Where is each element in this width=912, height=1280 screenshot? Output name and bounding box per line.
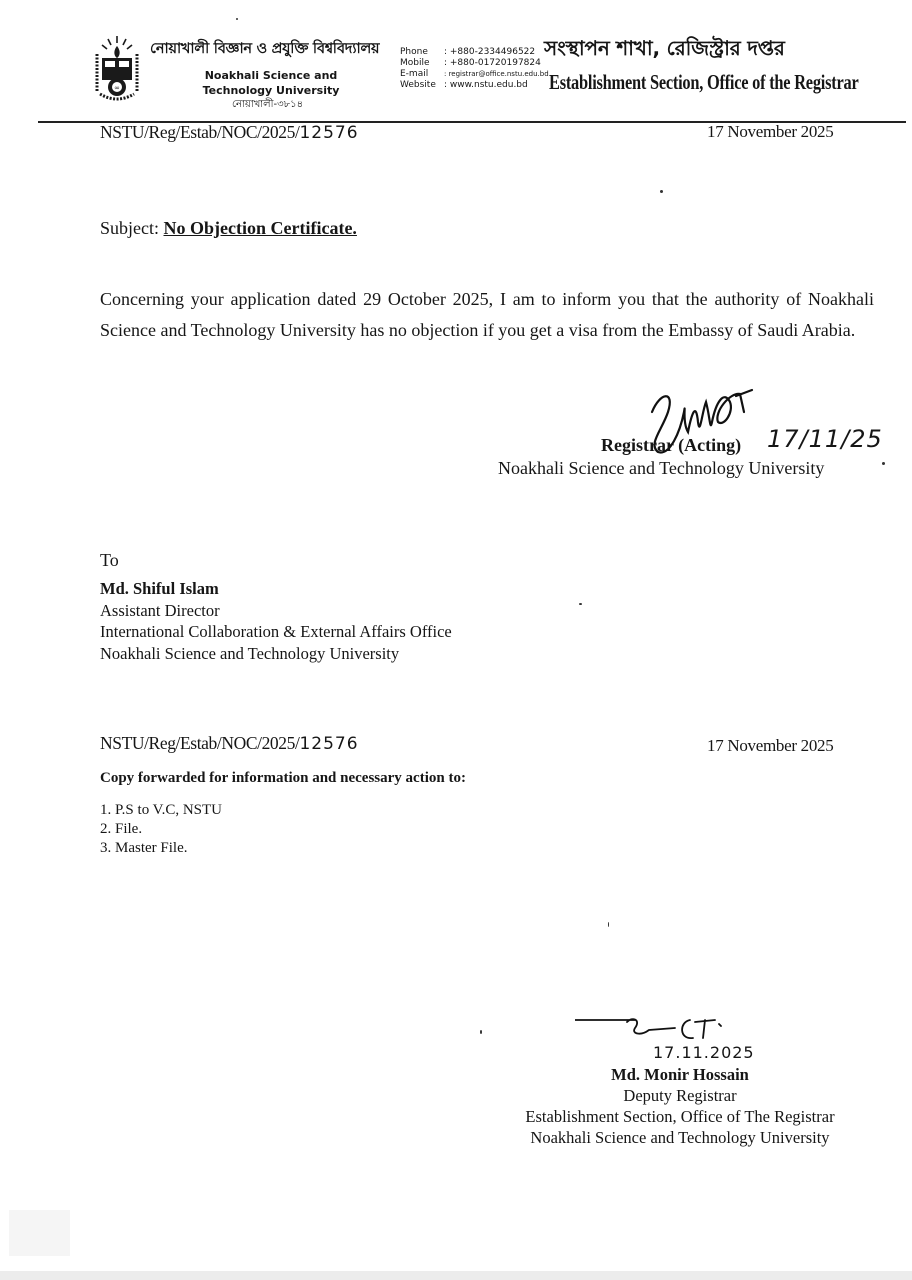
to-label: To (100, 550, 119, 570)
contact-phone: Phone : +880-2334496522 (400, 47, 536, 57)
handwritten-copy-reference-number: 12576 (299, 734, 359, 754)
subject-title: No Objection Certificate. (163, 218, 357, 238)
handwritten-reference-number: 12576 (299, 123, 359, 143)
recipient-office: International Collaboration & External Affairs Office (100, 622, 452, 641)
letter-date: 17 November 2025 (707, 122, 834, 141)
page-bottom-edge (0, 1271, 912, 1280)
university-location: নোয়াখালী-৩৮১৪ (232, 99, 304, 110)
contact-mobile: Mobile : +880-01720197824 (400, 58, 541, 68)
university-name-bangla: নোয়াখালী বিজ্ঞান ও প্রযুক্তি বিশ্ববিদ্যালয় (150, 41, 380, 57)
scan-speck (608, 922, 609, 927)
reference-number: NSTU/Reg/Estab/NOC/2025/12576 (100, 122, 359, 143)
copy-forward-list (100, 801, 222, 858)
registrar-university: Noakhali Science and Technology University (498, 458, 825, 478)
deputy-registrar-office: Establishment Section, Office of The Registrar (525, 1107, 835, 1126)
recipient-address (100, 578, 452, 664)
scan-speck (660, 190, 663, 193)
scan-speck (236, 18, 238, 20)
office-name-english: Establishment Section, Office of the Registrar (549, 70, 859, 94)
scan-speck (480, 1030, 482, 1034)
deputy-registrar-name: Md. Monir Hossain (611, 1065, 749, 1084)
copy-forward-item: 1. P.S to V.C, NSTU (100, 802, 222, 818)
deputy-registrar-handwritten-date: 17.11.2025 (653, 1043, 755, 1062)
svg-text:∞: ∞ (114, 84, 120, 92)
copy-date: 17 November 2025 (707, 736, 834, 755)
deputy-registrar-block (490, 1064, 870, 1148)
university-name-english: Noakhali Science and Technology University (202, 69, 340, 97)
scan-speck (882, 462, 885, 465)
contact-email: E-mail : registrar@office.nstu.edu.bd (400, 69, 549, 79)
subject-line: Subject: No Objection Certificate. (100, 218, 357, 238)
letter-body: Concerning your application dated 29 October 2025, I am to inform you that the authority of Noakhali Science and Technology University has no objection if you get a visa from the Embassy of Saudi Arabia. (100, 289, 874, 340)
registrar-handwritten-date: 17/11/25 (767, 425, 883, 453)
scan-corner-artifact (9, 1210, 70, 1256)
contact-block (400, 47, 549, 91)
recipient-name: Md. Shiful Islam (100, 579, 219, 598)
copy-forward-item: 3. Master File. (100, 840, 188, 856)
copy-reference-number: NSTU/Reg/Estab/NOC/2025/12576 (100, 733, 359, 754)
registrar-title: Registrar (Acting) (601, 435, 742, 455)
deputy-registrar-designation: Deputy Registrar (623, 1086, 737, 1105)
recipient-designation: Assistant Director (100, 600, 220, 620)
copy-forward-item: 2. File. (100, 821, 143, 837)
office-name-bangla: সংস্থাপন শাখা, রেজিস্ট্রার দপ্তর (544, 36, 785, 60)
university-crest-icon (94, 34, 140, 102)
scan-speck (579, 603, 582, 605)
contact-website: Website : www.nstu.edu.bd (400, 80, 528, 90)
deputy-registrar-university: Noakhali Science and Technology University (530, 1128, 830, 1147)
copy-forward-heading: Copy forwarded for information and necessary action to: (100, 770, 466, 786)
recipient-university: Noakhali Science and Technology University (100, 643, 400, 663)
